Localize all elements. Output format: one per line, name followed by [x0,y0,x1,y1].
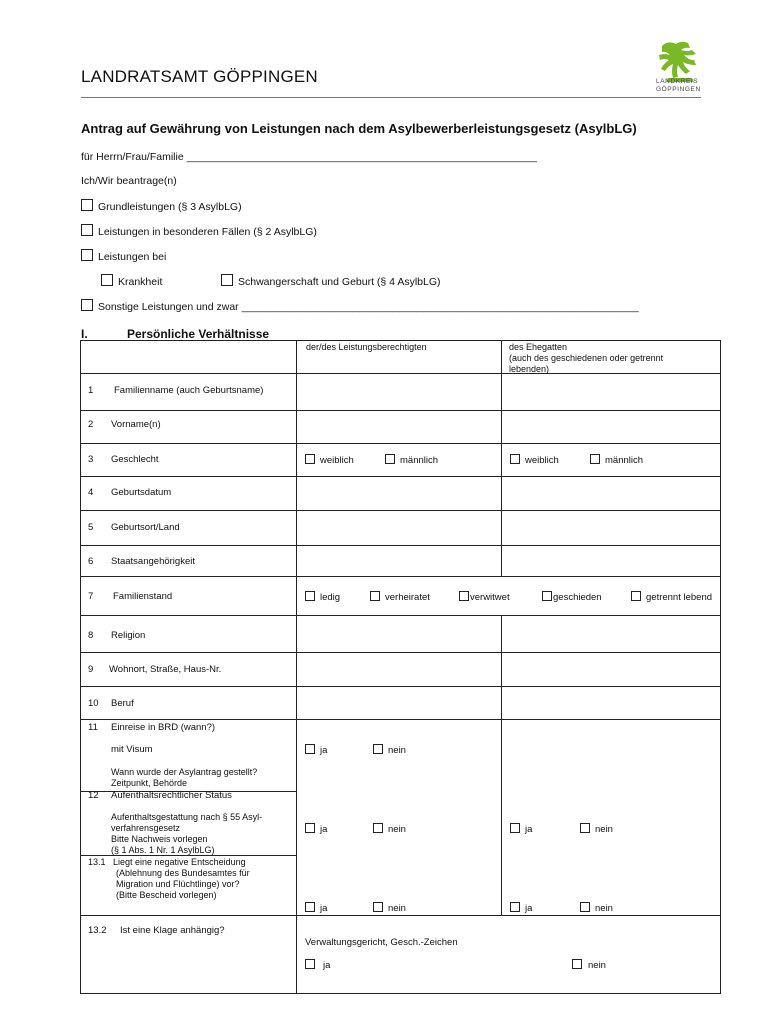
schwangerschaft-checkbox[interactable] [221,274,233,286]
occupation-label: Beruf [111,698,134,709]
option-schwangerschaft [221,274,441,288]
yes-label: ja [320,745,328,756]
separated-checkbox[interactable] [631,591,641,601]
agency-name: LANDRATSAMT GÖPPINGEN [81,67,318,86]
leistungen-bei-checkbox[interactable] [81,249,93,261]
row-line [80,545,720,546]
birth-place-label: Geburtsort/Land [111,522,180,533]
row-line [80,719,720,720]
gender-male-spouse [590,454,643,467]
row-number: 13.2 [88,925,107,936]
married-label: verheiratet [385,592,430,603]
applicant-name-field[interactable]: ____________________________________________________________ [186,151,537,163]
option-leistungen-bei [81,249,166,263]
option-besondere-faelle [81,224,317,238]
table-border-left [80,340,81,994]
apply-label: Ich/Wir beantrage(n) [81,175,177,187]
visa-label: mit Visum [111,744,153,755]
widowed-label: verwitwet [470,592,510,603]
decision-no-spouse [580,902,613,915]
no-label: nein [388,745,406,756]
no-label: nein [388,903,406,914]
krankheit-checkbox[interactable] [101,274,113,286]
widowed-checkbox[interactable] [459,591,469,601]
female-spouse-checkbox[interactable] [510,454,520,464]
marital-status-label: Familienstand [113,591,173,602]
sonstige-checkbox[interactable] [81,299,93,311]
no-label: nein [595,824,613,835]
column-header-spouse [509,342,663,375]
asylum-date-line-2: Zeitpunkt, Behörde [111,778,188,788]
table-column-divider-2-bottom [501,615,502,915]
personal-data-table [80,340,721,994]
leistungen-bei-label: Leistungen bei [98,251,167,263]
row-line [80,443,720,444]
row-number: 5 [88,522,94,533]
nationality-label: Staatsangehörigkeit [111,556,195,567]
divorced-checkbox[interactable] [542,591,552,601]
decision-yes-spouse-checkbox[interactable] [510,902,520,912]
row-number: 1 [88,385,94,396]
permit-yes-beneficiary-checkbox[interactable] [305,823,315,833]
applicant-label: für Herrn/Frau/Familie [81,151,187,163]
row-line [80,652,720,653]
permit-no-spouse-checkbox[interactable] [580,823,590,833]
row-line [80,686,720,687]
lawsuit-label: Ist eine Klage anhängig? [120,925,225,936]
negative-decision-line-4: (Bitte Bescheid vorlegen) [116,890,217,900]
table-column-divider-1 [296,340,297,994]
permit-no-beneficiary [373,823,406,836]
section-title: Persönliche Verhältnisse [127,327,270,341]
asylum-date-line-1: Wann wurde der Asylantrag gestellt? [111,767,258,777]
male-label: männlich [400,455,439,466]
negative-decision-line-3: Migration und Flüchtlinge) vor? [116,879,240,889]
birth-date-label: Geburtsdatum [111,487,172,498]
grundleistungen-label: Grundleistungen (§ 3 AsylbLG) [98,201,242,213]
decision-yes-spouse [510,902,532,915]
table-border-top [80,340,720,341]
status-married [370,591,430,604]
no-label: nein [388,824,406,835]
grundleistungen-checkbox[interactable] [81,199,93,211]
row-line [80,510,720,511]
single-label: ledig [320,592,341,603]
decision-no-beneficiary-checkbox[interactable] [373,902,383,912]
decision-no-spouse-checkbox[interactable] [580,902,590,912]
religion-label: Religion [111,630,146,641]
female-label: weiblich [525,455,559,466]
row-number: 12 [88,790,99,801]
row-line [80,615,720,616]
status-separated [631,591,712,604]
header-divider [81,97,701,98]
option-grundleistungen [81,199,242,213]
visa-yes-checkbox[interactable] [305,744,315,754]
residence-permit-line-4: (§ 1 Abs. 1 Nr. 1 AsylbLG) [111,845,215,855]
permit-yes-spouse-checkbox[interactable] [510,823,520,833]
sonstige-label: Sonstige Leistungen und zwar [98,301,242,313]
form-title: Antrag auf Gewährung von Leistungen nach dem Asylbewerberleistungsgesetz (AsylbLG) [81,121,637,136]
sonstige-field[interactable]: ____________________________________________________________________ [241,301,639,313]
decision-no-beneficiary [373,902,406,915]
lawsuit-yes [305,959,330,972]
residence-status-label: Aufenthaltsrechtlicher Status [111,790,232,801]
row-number: 13.1 [88,857,106,867]
applicant-line [81,151,537,163]
besondere-faelle-checkbox[interactable] [81,224,93,236]
female-label: weiblich [320,455,354,466]
row-line [80,576,720,577]
residence-permit-line-2: verfahrensgesetz [111,823,181,833]
no-label: nein [588,960,606,971]
row-number: 11 [88,722,98,733]
yes-label: ja [525,903,533,914]
spouse-header-line-2: (auch des geschiedenen oder getrennt [509,353,664,363]
visa-no [373,744,406,757]
single-checkbox[interactable] [305,591,315,601]
gender-female-beneficiary [305,454,354,467]
schwangerschaft-label: Schwangerschaft und Geburt (§ 4 AsylbLG) [238,276,441,288]
status-widowed [459,591,510,604]
negative-decision-line-1: Liegt eine negative Entscheidung [113,857,246,867]
lawsuit-yes-checkbox[interactable] [305,959,315,969]
first-name-label: Vorname(n) [111,419,161,430]
visa-yes [305,744,327,757]
option-sonstige [81,299,639,313]
family-name-label: Familienname (auch Geburtsname) [114,385,264,396]
section-number: I. [81,327,88,341]
row-line [80,915,720,916]
table-column-divider-2-top [501,340,502,576]
logo-text-line-2: GÖPPINGEN [656,86,701,93]
male-label: männlich [605,455,644,466]
yes-label: ja [323,960,331,971]
permit-yes-spouse [510,823,532,836]
asylum-date-label [111,767,257,789]
permit-no-spouse [580,823,613,836]
female-beneficiary-checkbox[interactable] [305,454,315,464]
negative-decision-text [113,857,250,901]
no-label: nein [595,903,613,914]
row-number: 9 [88,664,94,675]
divorced-label: geschieden [553,592,602,603]
row-number: 4 [88,487,94,498]
decision-yes-beneficiary-checkbox[interactable] [305,902,315,912]
residence-permit-text [111,812,262,856]
besondere-faelle-label: Leistungen in besonderen Fällen (§ 2 AsylbLG) [98,226,317,238]
table-border-bottom [80,993,720,994]
yes-label: ja [320,824,328,835]
male-spouse-checkbox[interactable] [590,454,600,464]
logo-text [656,78,701,94]
court-reference-label: Verwaltungsgericht, Gesch.-Zeichen [305,937,458,948]
visa-no-checkbox[interactable] [373,744,383,754]
table-border-right [720,340,721,994]
status-single [305,591,340,604]
krankheit-label: Krankheit [118,276,163,288]
permit-yes-beneficiary [305,823,327,836]
gender-label: Geschlecht [111,454,159,465]
residence-permit-line-3: Bitte Nachweis vorlegen [111,834,208,844]
spouse-header-line-3: lebenden) [509,364,550,374]
married-checkbox[interactable] [370,591,380,601]
negative-decision-line-2: (Ablehnung des Bundesamtes für [116,868,250,878]
permit-no-beneficiary-checkbox[interactable] [373,823,383,833]
row-number: 10 [88,698,99,709]
row-number: 6 [88,556,94,567]
residence-permit-line-1: Aufenthaltsgestattung nach § 55 Asyl- [111,812,263,822]
gender-male-beneficiary [385,454,438,467]
address-label: Wohnort, Straße, Haus-Nr. [109,664,222,675]
entry-label: Einreise in BRD (wann?) [111,722,216,733]
logo-text-line-1: LANDKREIS [656,78,699,85]
row-number: 3 [88,454,94,465]
status-divorced [542,591,602,604]
separated-label: getrennt lebend [646,592,713,603]
spouse-header-line-1: des Ehegatten [509,342,568,352]
male-beneficiary-checkbox[interactable] [385,454,395,464]
column-header-beneficiary: der/des Leistungsberechtigten [306,342,427,352]
lawsuit-no-checkbox[interactable] [572,959,582,969]
row-line [80,410,720,411]
lawsuit-no [572,959,606,972]
gender-female-spouse [510,454,559,467]
yes-label: ja [320,903,328,914]
row-number: 8 [88,630,94,641]
row-line [80,476,720,477]
yes-label: ja [525,824,533,835]
option-krankheit [101,274,162,288]
row-number: 7 [88,591,94,602]
row-number: 2 [88,419,94,430]
decision-yes-beneficiary [305,902,327,915]
